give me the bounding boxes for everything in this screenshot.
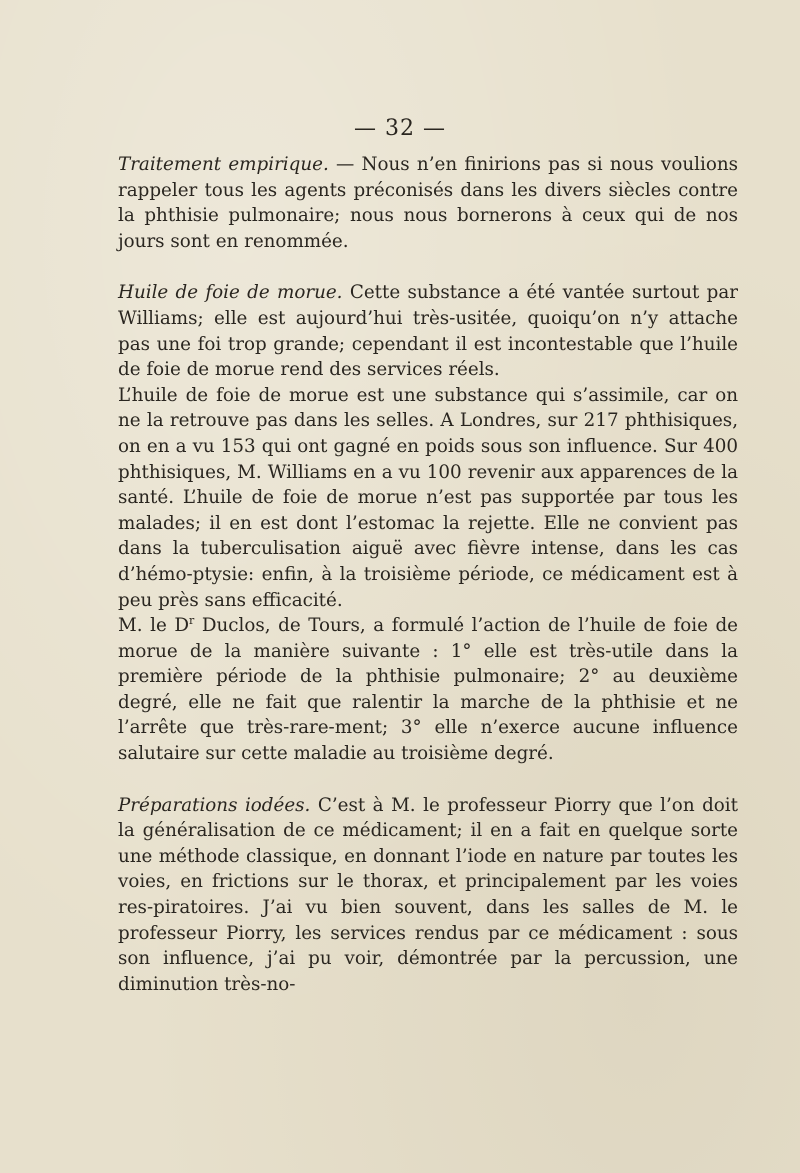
body-text xyxy=(118,152,738,997)
paragraph-lead: Préparations iodées. xyxy=(118,794,311,816)
page-number: — 32 — xyxy=(354,116,446,141)
paragraph-text: Cette substance a été vantée surtout par Williams; elle est aujourd’hui très-usitée, quoiqu’on n’y attache pas une foi trop grande; cependant il est incontestable que l’huile de foie de morue rend des services réels. xyxy=(118,282,738,381)
paragraph-text: C’est à M. le professeur Piorry que l’on doit la généralisation de ce médicament; il en a fait en quelque sorte une méthode classique, en donnant l’iode en nature par toutes les voies, en frictions sur le thorax, et principalement par les voies res-piratoires. J’ai vu bien souvent, dans les salles de M. le professeur Piorry, les services rendus par ce médicament : sous son influence, j’ai pu voir, démontrée par la percussion, une diminution très-no- xyxy=(118,794,738,995)
paragraph-text: Duclos, de Tours, a formulé l’action de l’huile de foie de morue de la manière suivante : 1° elle est très-utile dans la première période de la phthisie pulmonaire; 2° au deuxième degré, elle ne fait que ralentir la marche de la phthisie et ne l’arrête que très-rare-ment; 3° elle n’exerce aucune influence salutaire sur cette maladie au troisième degré. xyxy=(118,615,738,765)
paragraph-lead: Huile de foie de morue. xyxy=(118,282,343,304)
paragraph-huile-de-foie xyxy=(118,280,738,382)
paragraph-text: L’huile de foie de morue est une substance qui s’assimile, car on ne la retrouve pas dans les selles. A Londres, sur 217 phthisiques, on en a vu 153 qui ont gagné en poids sous son influence. Sur 400 phthisiques, M. Williams en a vu 100 revenir aux apparences de la santé. L’huile de foie de morue n’est pas supportée par tous les malades; il en est dont l’estomac la rejette. Elle ne convient pas dans la tuberculisation aiguë avec fièvre intense, dans les cas d’hémo-ptysie: enfin, à la troisième période, ce médicament est à peu près sans efficacité. xyxy=(118,384,738,611)
paragraph-assimilation xyxy=(118,383,738,613)
superscript: r xyxy=(189,614,195,627)
paragraph-text: — Nous n’en finirions pas si nous voulions rappeler tous les agents préconisés dans les divers siècles contre la phthisie pulmonaire; nous nous bornerons à ceux qui de nos jours sont en renommée. xyxy=(118,154,739,252)
paragraph-text-start: M. le D xyxy=(118,615,190,637)
paragraph-lead: Traitement empirique. xyxy=(118,154,329,175)
paragraph-duclos xyxy=(118,613,738,767)
paragraph-traitement-empirique xyxy=(118,152,738,254)
paragraph-preparations-iodees xyxy=(118,793,738,998)
